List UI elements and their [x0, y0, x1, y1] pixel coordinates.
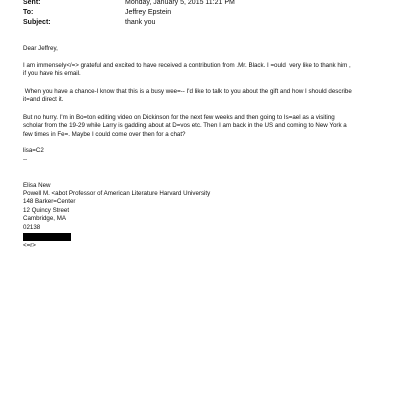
signature-zip: 02138	[23, 224, 41, 231]
paragraph-1-line-1: I am immensely</=> grateful and excited to have received a contribution from .Mr. Black. I =ould very like to thank him ,	[23, 62, 351, 69]
redaction-block	[23, 233, 71, 241]
greeting-text: Dear Jeffrey,	[23, 45, 58, 52]
closing-text: lisa=C2	[23, 147, 44, 154]
to-value: Jeffrey Epstein	[125, 9, 172, 16]
signature-name: Elisa New	[23, 182, 51, 189]
greeting	[23, 45, 393, 53]
paragraph-2	[23, 88, 393, 105]
sent-value: Monday, January 5, 2015 11:21 PM	[125, 0, 235, 6]
signature-trailer: <=r>	[23, 242, 36, 249]
closing	[23, 147, 393, 155]
signature-address-1: 148 Barker=Center	[23, 198, 76, 205]
separator-dash	[23, 156, 393, 164]
paragraph-2-line-1: When you have a chance-I know that this is a busy wee=-- I'd like to talk to you about the gift and how I should describe	[23, 88, 352, 95]
to-label: To:	[23, 9, 34, 16]
to-row	[23, 8, 323, 17]
paragraph-1	[23, 62, 393, 79]
sent-label: Sent:	[23, 0, 41, 6]
paragraph-3-line-2: scholar from the 19-29 while Larry is gadding about at D=vos etc. Then I am back in the US and coming to New York a	[23, 122, 347, 130]
signature-city: Cambridge, MA	[23, 215, 66, 222]
signature-address-2: 12 Quincy Street	[23, 207, 70, 214]
paragraph-3-line-3: few times in Fe=. Maybe I could come over then for a chat?	[23, 130, 186, 138]
paragraph-2-line-2: it=and direct it.	[23, 96, 64, 104]
subject-label: Subject:	[23, 19, 51, 26]
dash-text: --	[23, 156, 28, 163]
sent-row	[23, 0, 323, 7]
subject-value: thank you	[125, 19, 156, 26]
signature-title: Powell M. <abot Professor of American Literature Harvard University	[23, 190, 211, 197]
paragraph-3-line-1: But no hurry. I'm in Bo=ton editing video on Dickinson for the next few weeks and then going to Is=ael as a visiting	[23, 114, 335, 121]
paragraph-3	[23, 114, 393, 139]
subject-row	[23, 18, 323, 27]
paragraph-1-line-2: if you have his email.	[23, 70, 81, 78]
